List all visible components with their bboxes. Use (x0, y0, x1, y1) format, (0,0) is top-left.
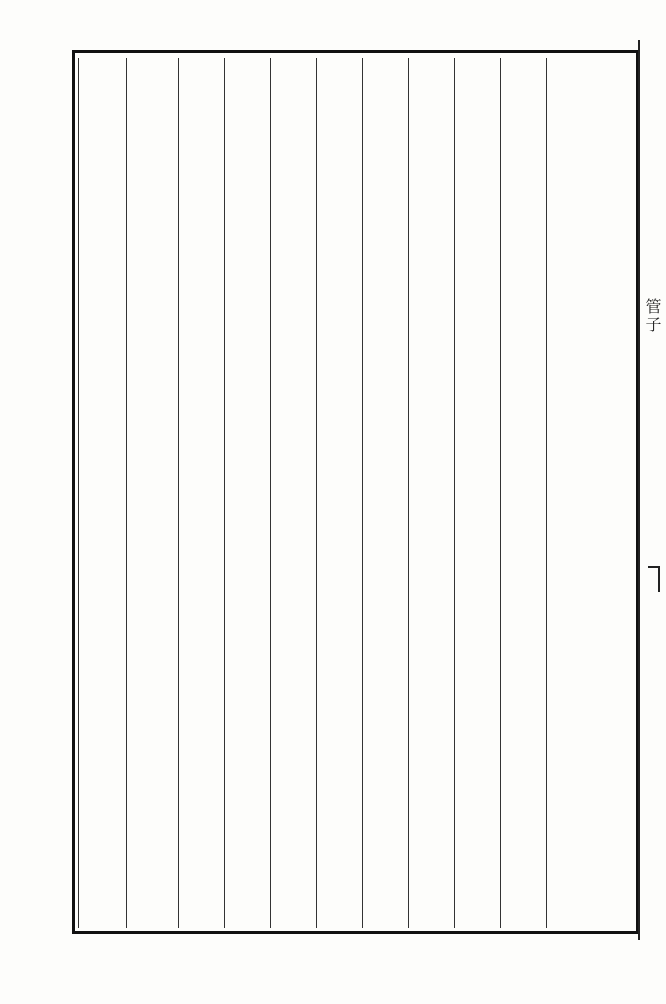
text-column-11 (126, 58, 178, 928)
column-8-text (274, 58, 314, 928)
column-9-text (228, 58, 268, 928)
text-column-3 (500, 58, 546, 928)
margin-strip (638, 40, 662, 940)
margin-title: 管子 (643, 298, 662, 334)
column-10-text (182, 58, 222, 928)
column-12-text (83, 58, 123, 928)
margin-mark (648, 566, 660, 592)
column-5-text (412, 58, 452, 928)
text-column-6 (362, 58, 408, 928)
text-column-10 (178, 58, 224, 928)
column-7-text (320, 58, 360, 928)
column-6-text (366, 58, 406, 928)
column-2-text (550, 58, 590, 928)
text-column-2 (546, 58, 592, 928)
text-column-1 (592, 58, 638, 928)
column-1-text (595, 58, 635, 928)
text-column-8 (270, 58, 316, 928)
text-column-7 (316, 58, 362, 928)
column-3-text (504, 58, 544, 928)
text-column-9 (224, 58, 270, 928)
text-column-5 (408, 58, 454, 928)
column-4-text (458, 58, 498, 928)
column-11-text (133, 58, 173, 928)
text-column-12 (78, 58, 126, 928)
text-column-4 (454, 58, 500, 928)
